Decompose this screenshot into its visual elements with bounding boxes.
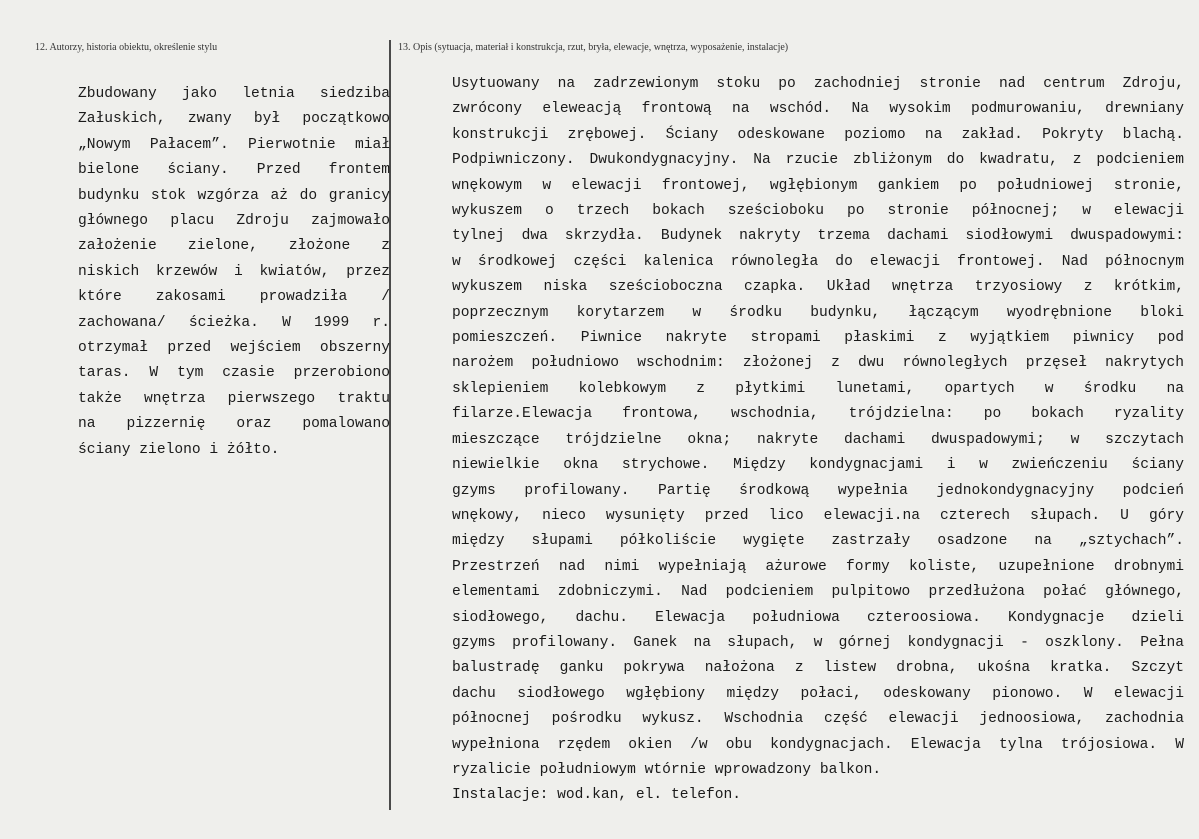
history-line: „Nowym Pałacem”. Pierwotnie miał: [78, 136, 390, 153]
history-line: głównego placu Zdroju zajmowało: [78, 213, 390, 230]
description-line: gzyms profilowany. Ganek na słupach, w górnej kondygnacji - oszklony. Pełna: [452, 634, 1184, 651]
description-line: siodłowego, dachu. Elewacja południowa czteroosiowa. Kondygnacje dzieli: [452, 609, 1184, 626]
section-13-heading: 13. Opis (sytuacja, materiał i konstrukcja, rzut, bryła, elewacje, wnętrza, wyposażenie, instalacje): [398, 42, 789, 53]
history-line: które zakosami prowadziła /: [78, 289, 390, 306]
description-line: Usytuowany na zadrzewionym stoku po zachodniej stronie nad centrum Zdroju,: [452, 76, 1184, 92]
history-line: ściany zielono i żółto.: [78, 441, 280, 458]
description-line: mieszczące trójdzielne okna; nakryte dachami dwuspadowymi; w szczytach: [452, 431, 1184, 448]
history-line: Załuskich, zwany był początkowo: [78, 111, 390, 128]
description-text-block: [452, 72, 1184, 809]
history-text-block: [78, 82, 390, 463]
description-line: zwrócony eleweacją frontową na wschód. Na wysokim podmurowaniu, drewniany: [452, 101, 1184, 118]
description-line: niewielkie okna strychowe. Między kondygnacjami i w zwieńczeniu ściany: [452, 457, 1184, 474]
description-line: wypełniona rzędem okien /w obu kondygnacjach. Elewacja tylna trójosiowa. W: [452, 736, 1184, 753]
description-line: w środkowej części kalenica równoległa do elewacji frontowej. Nad północnym: [452, 253, 1184, 270]
description-line: wykuszem o trzech bokach sześcioboku po stronie północnej; w elewacji: [452, 203, 1184, 220]
description-line: wnękowy, nieco wysunięty przed lico elewacji.na czterech słupach. U góry: [452, 507, 1184, 524]
description-line: pomieszczeń. Piwnice nakryte stropami płaskimi z wyjątkiem piwnicy pod: [452, 330, 1184, 347]
description-line: Instalacje: wod.kan, el. telefon.: [452, 787, 742, 804]
history-line: taras. W tym czasie przerobiono: [78, 365, 390, 382]
description-line: konstrukcji zrębowej. Ściany odeskowane poziomo na zakład. Pokryty blachą.: [452, 126, 1184, 143]
history-line: bielone ściany. Przed frontem: [78, 162, 390, 179]
description-line: wnękowym w elewacji frontowej, wgłębionym gankiem po południowej stronie,: [452, 177, 1184, 194]
description-line: gzyms profilowany. Partię środkową wypełnia jednokondygnacyjny podcień: [452, 482, 1184, 499]
section-12-heading: 12. Autorzy, historia obiektu, określenie stylu: [35, 42, 218, 53]
history-line: budynku stok wzgórza aż do granicy: [78, 187, 390, 204]
history-line: na pizzernię oraz pomalowano: [78, 416, 390, 433]
history-line: także wnętrza pierwszego traktu: [78, 390, 390, 407]
description-line: elementami zdobniczymi. Nad podcieniem pulpitowo przedłużona połać głównego,: [452, 584, 1184, 601]
description-line: Przestrzeń nad nimi wypełniają ażurowe formy koliste, uzupełnione drobnymi: [452, 558, 1184, 575]
description-line: balustradę ganku pokrywa nałożona z listew drobna, ukośna kratka. Szczyt: [452, 660, 1184, 677]
description-line: wykuszem niska sześcioboczna czapka. Układ wnętrza trzyosiowy z krótkim,: [452, 279, 1184, 296]
history-line: niskich krzewów i kwiatów, przez: [78, 263, 390, 280]
history-line: Zbudowany jako letnia siedziba: [78, 86, 390, 102]
description-line: północnej pośrodku wykusz. Wschodnia część elewacji jednoosiowa, zachodnia: [452, 711, 1184, 728]
description-line: filarze.Elewacja frontowa, wschodnia, trójdzielna: po bokach ryzality: [452, 406, 1184, 423]
description-line: poprzecznym korytarzem w środku budynku, łączącym wyodrębnione bloki: [452, 304, 1184, 321]
description-line: sklepieniem kolebkowym z płytkimi lunetami, opartych w środku na: [452, 380, 1184, 397]
description-line: narożem południowo wschodnim: złożonej z dwu równoległych przęseł nakrytych: [452, 355, 1184, 372]
description-line: ryzalicie południowym wtórnie wprowadzony balkon.: [452, 761, 882, 778]
description-line: tylnej dwa skrzydła. Budynek nakryty trzema dachami siodłowymi dwuspadowymi:: [452, 228, 1184, 245]
description-line: Podpiwniczony. Dwukondygnacyjny. Na rzucie zbliżonym do kwadratu, z podcieniem: [452, 152, 1184, 169]
history-line: zachowana/ ścieżka. W 1999 r.: [78, 314, 390, 331]
history-line: otrzymał przed wejściem obszerny: [78, 340, 390, 357]
description-line: dachu siodłowego wgłębiony między połaci, odeskowany pionowo. W elewacji: [452, 685, 1184, 702]
description-line: między słupami półkoliście wygięte zastrzały osadzone na „sztychach”.: [452, 533, 1184, 550]
history-line: założenie zielone, złożone z: [78, 238, 390, 255]
